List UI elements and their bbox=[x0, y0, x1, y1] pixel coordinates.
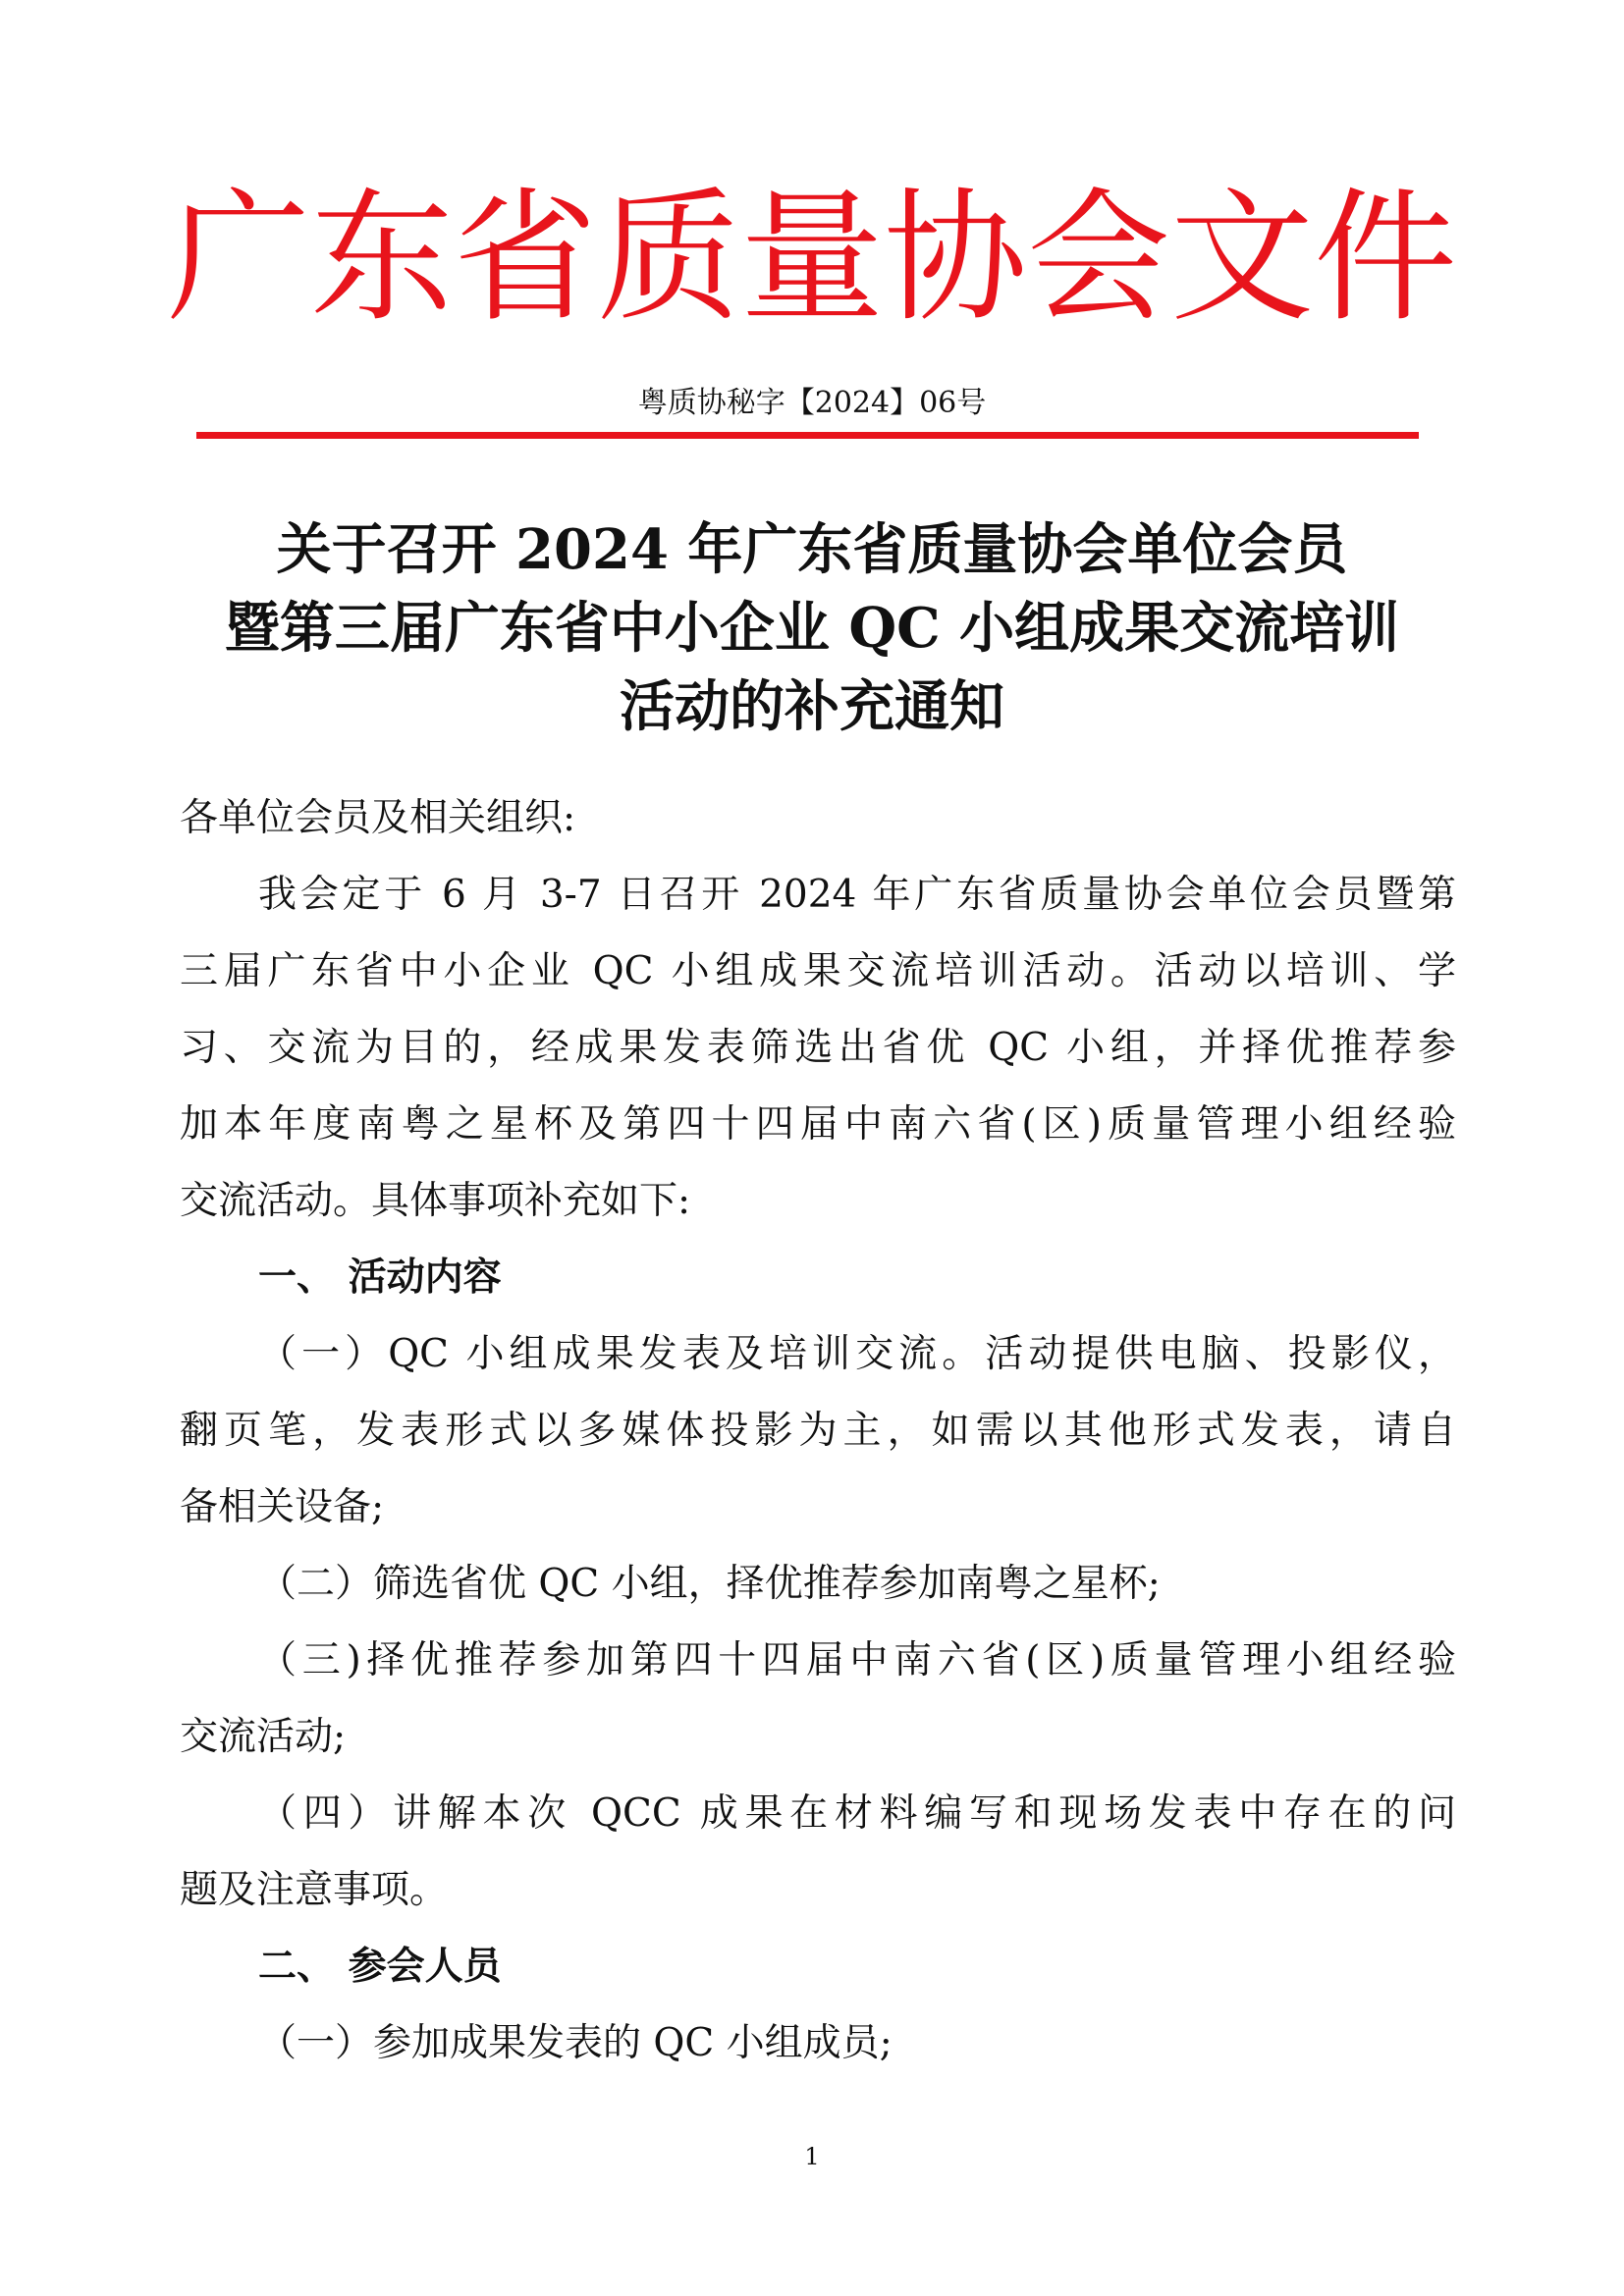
notice-title-line-3: 活动的补充通知 bbox=[620, 674, 1004, 739]
item-5: （一）参加成果发表的 QC 小组成员; bbox=[258, 2021, 893, 2065]
item-1-line-2: 翻页笔，发表形式以多媒体投影为主，如需以其他形式发表，请自 bbox=[180, 1409, 1456, 1453]
item-1-line-3: 备相关设备; bbox=[180, 1485, 385, 1529]
org-header-title: 广东省质量协会文件 bbox=[167, 175, 1457, 342]
intro-line-1: 我会定于 6 月 3-7 日召开 2024 年广东省质量协会单位会员暨第 bbox=[258, 873, 1456, 917]
item-3-line-1: （三)择优推荐参加第四十四届中南六省(区)质量管理小组经验 bbox=[258, 1638, 1456, 1682]
intro-line-5: 交流活动。具体事项补充如下: bbox=[180, 1179, 691, 1223]
notice-title-line-1: 关于召开 2024 年广东省质量协会单位会员 bbox=[276, 517, 1348, 582]
section-heading-attendees: 二、 参会人员 bbox=[258, 1945, 502, 1989]
item-1-line-1: （一）QC 小组成果发表及培训交流。活动提供电脑、投影仪， bbox=[258, 1332, 1456, 1376]
page-number: 1 bbox=[804, 2143, 820, 2170]
intro-line-2: 三届广东省中小企业 QC 小组成果交流培训活动。活动以培训、学 bbox=[180, 949, 1456, 993]
section-heading-activity-content: 一、 活动内容 bbox=[258, 1255, 502, 1300]
document-body bbox=[180, 780, 1456, 2082]
intro-line-4: 加本年度南粤之星杯及第四十四届中南六省(区)质量管理小组经验 bbox=[180, 1102, 1456, 1147]
salutation: 各单位会员及相关组织: bbox=[180, 796, 576, 840]
item-4-line-1: （四）讲解本次 QCC 成果在材料编写和现场发表中存在的问 bbox=[258, 1791, 1456, 1836]
red-divider-line bbox=[196, 432, 1419, 439]
item-3-line-2: 交流活动; bbox=[180, 1715, 347, 1759]
intro-line-3: 习、交流为目的，经成果发表筛选出省优 QC 小组，并择优推荐参 bbox=[180, 1026, 1456, 1070]
notice-title bbox=[147, 510, 1477, 746]
item-4-line-2: 题及注意事项。 bbox=[180, 1868, 449, 1912]
document-number: 粤质协秘字【2024】06号 bbox=[637, 386, 987, 420]
notice-title-line-2: 暨第三届广东省中小企业 QC 小组成果交流培训 bbox=[224, 596, 1400, 661]
item-2: （二）筛选省优 QC 小组，择优推荐参加南粤之星杯; bbox=[258, 1562, 1161, 1606]
